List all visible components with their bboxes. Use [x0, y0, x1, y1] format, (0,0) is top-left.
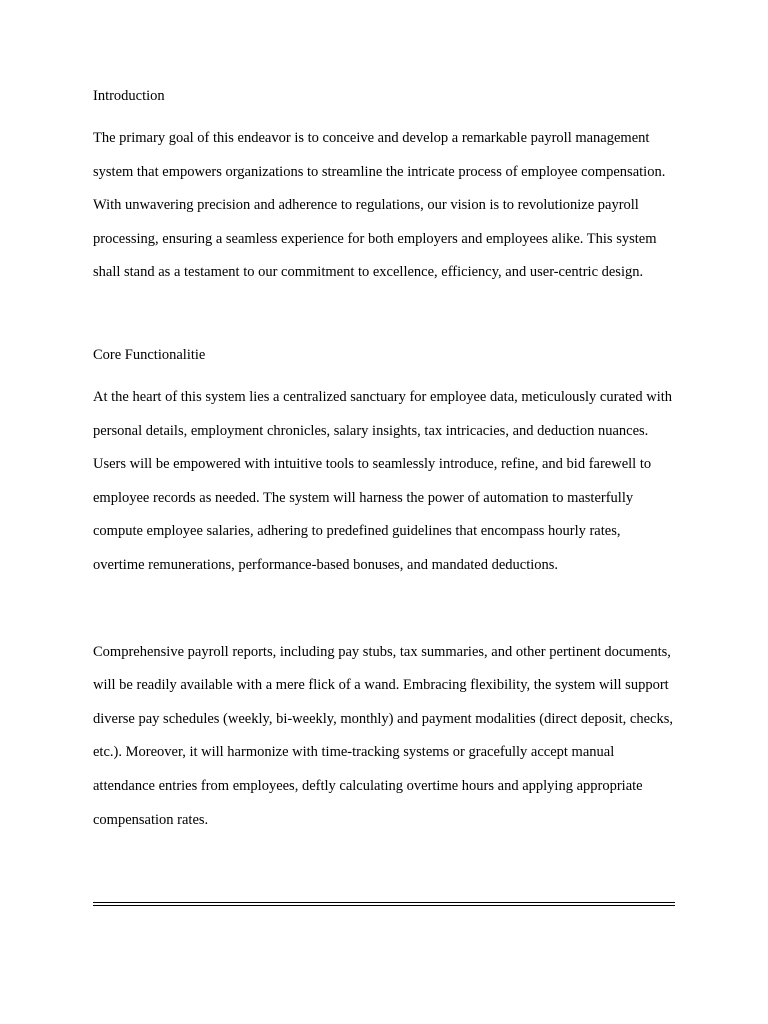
- double-rule-bottom: [93, 905, 675, 906]
- section-heading-core-functionalities: Core Functionalitie: [93, 346, 206, 363]
- section-heading-introduction: Introduction: [93, 88, 165, 104]
- double-rule-top: [93, 902, 675, 903]
- paragraph-introduction: The primary goal of this endeavor is to conceive and develop a remarkable payroll management system that empowers organizations to streamline the intricate process of employee compensation. With unwavering precision and adherence to regulations, our vision is to revolutionize payroll processing, ensuring a seamless experience for both employers and employees alike. This system shall stand as a testament to our commitment to excellence, efficiency, and user-centric design.: [93, 130, 666, 281]
- paragraph-payroll-reports: Comprehensive payroll reports, including pay stubs, tax summaries, and other pertinent documents, will be readily available with a mere flick of a wand. Embracing flexibility, the system will support diverse pay schedules (weekly, bi-weekly, monthly) and payment modalities (direct deposit, checks, etc.). Moreover, it will harmonize with time-tracking systems or gracefully accept manual attendance entries from employees, deftly calculating overtime hours and applying appropriate compensation rates.: [93, 643, 673, 828]
- document-body: [93, 84, 675, 837]
- paragraph-employee-data: At the heart of this system lies a centralized sanctuary for employee data, meticulously curated with personal details, employment chronicles, salary insights, tax intricacies, and deduction nuances. Users will be empowered with intuitive tools to seamlessly introduce, refine, and bid farewell to employee records as needed. The system will harness the power of automation to masterfully compute employee salaries, adhering to predefined guidelines that encompass hourly rates, overtime remunerations, performance-based bonuses, and mandated deductions.: [93, 388, 672, 573]
